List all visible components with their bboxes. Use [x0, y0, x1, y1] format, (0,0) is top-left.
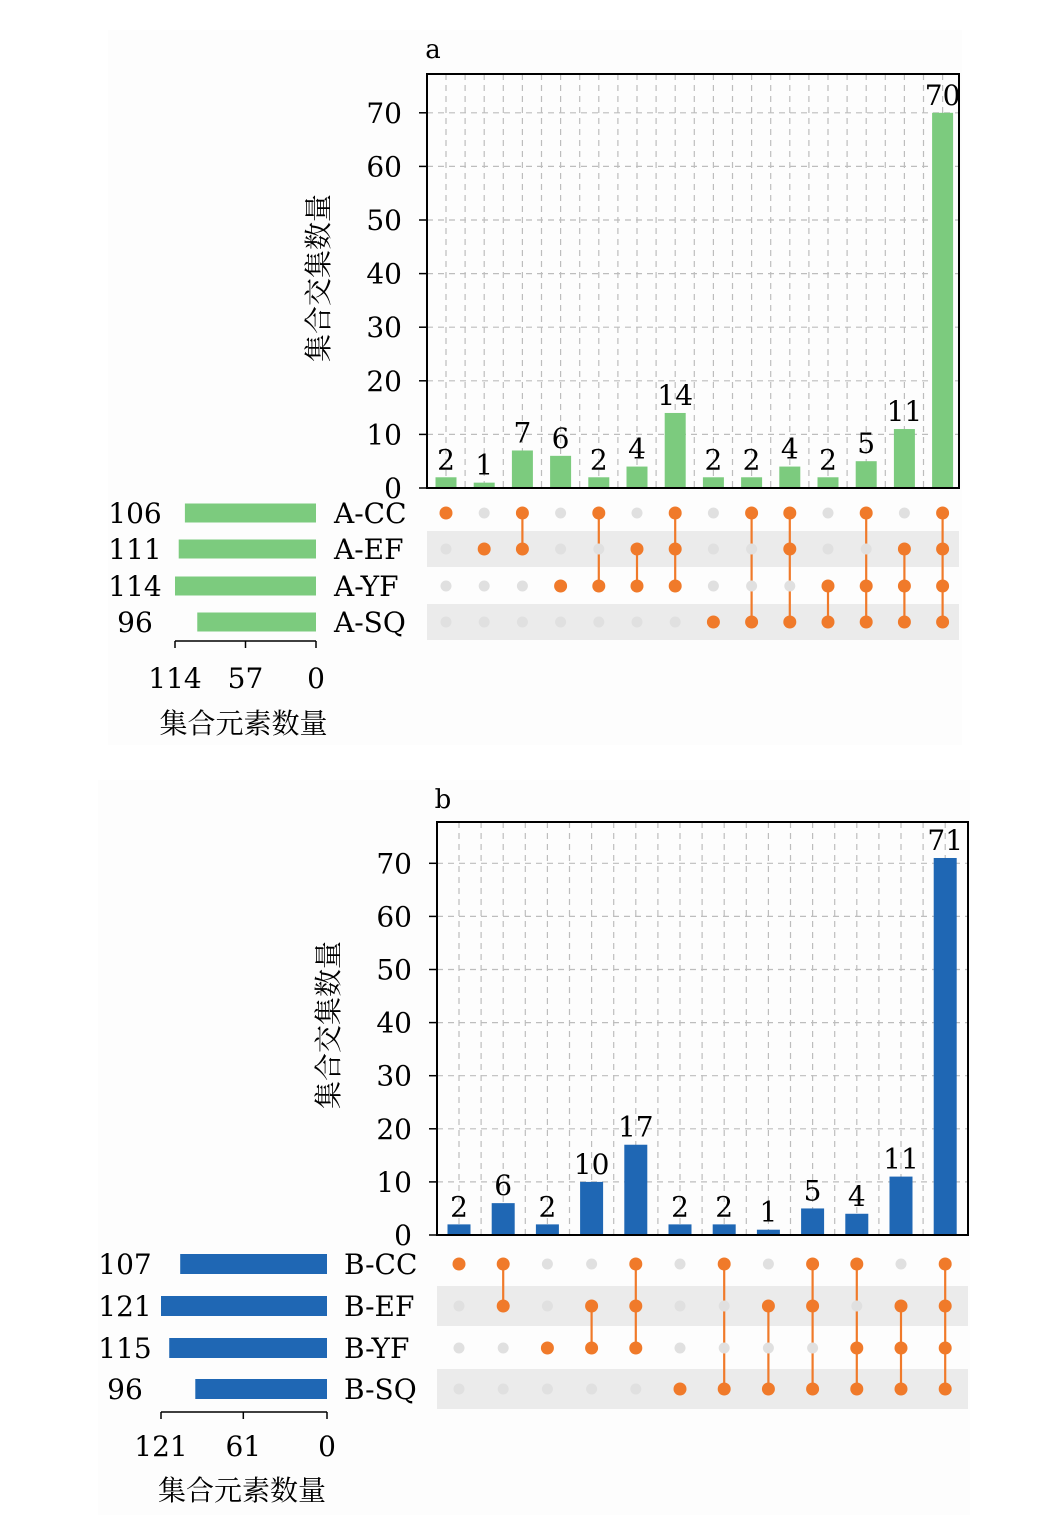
- matrix-dot-inactive: [807, 1343, 818, 1354]
- matrix-dot-active: [762, 1300, 775, 1313]
- intersection-value-label: 11: [886, 395, 923, 429]
- intersection-value-label: 1: [475, 448, 494, 482]
- matrix-dot-inactive: [899, 508, 910, 519]
- matrix-dot-inactive: [719, 1301, 730, 1312]
- set-name-label: A-EF: [334, 533, 404, 566]
- matrix-dot-active: [745, 507, 758, 520]
- intersection-bar: [932, 113, 953, 488]
- matrix-dot-active: [669, 507, 682, 520]
- matrix-dot-inactive: [823, 544, 834, 555]
- intersection-value-label: 14: [657, 378, 694, 412]
- matrix-dot-active: [936, 616, 949, 629]
- intersection-value-label: 5: [803, 1174, 822, 1208]
- matrix-dot-active: [895, 1300, 908, 1313]
- set-size-bar: [179, 540, 316, 559]
- matrix-dot-active: [822, 616, 835, 629]
- matrix-dot-inactive: [632, 617, 643, 628]
- intersection-bar: [713, 1224, 736, 1235]
- matrix-dot-active: [939, 1342, 952, 1355]
- set-size-label: 111: [108, 533, 162, 566]
- matrix-dot-active: [936, 543, 949, 556]
- intersection-bar: [492, 1203, 515, 1235]
- upset-panel-b: [98, 785, 968, 1507]
- intersection-bar: [779, 467, 800, 488]
- set-size-label: 115: [98, 1332, 152, 1365]
- y-tick-label: 50: [366, 204, 402, 237]
- matrix-dot-active: [745, 616, 758, 629]
- set-size-axis-tick-label: 0: [307, 662, 325, 695]
- matrix-dot-inactive: [441, 617, 452, 628]
- intersection-bar: [536, 1224, 559, 1235]
- intersection-bar: [894, 429, 915, 488]
- matrix-dot-inactive: [586, 1384, 597, 1395]
- intersection-bar: [624, 1145, 647, 1235]
- matrix-dot-inactive: [479, 617, 490, 628]
- set-size-bar: [180, 1254, 327, 1274]
- intersection-bar: [845, 1214, 868, 1235]
- intersection-value-label: 70: [924, 78, 961, 112]
- y-tick-label: 0: [394, 1219, 412, 1252]
- intersection-value-label: 2: [742, 443, 761, 477]
- matrix-row-stripe: [437, 1286, 968, 1326]
- matrix-dot-inactive: [746, 581, 757, 592]
- matrix-dot-active: [939, 1258, 952, 1271]
- matrix-dot-inactive: [479, 581, 490, 592]
- matrix-dot-inactive: [542, 1384, 553, 1395]
- matrix-dot-active: [516, 507, 529, 520]
- matrix-dot-inactive: [708, 508, 719, 519]
- y-axis-label: 集合交集数量: [302, 193, 335, 363]
- intersection-bar: [741, 477, 762, 488]
- matrix-dot-active: [497, 1300, 510, 1313]
- matrix-dot-active: [783, 616, 796, 629]
- matrix-dot-active: [516, 543, 529, 556]
- upset-panel-a: [108, 35, 960, 740]
- matrix-dot-active: [860, 616, 873, 629]
- matrix-dot-inactive: [670, 617, 681, 628]
- matrix-dot-inactive: [542, 1259, 553, 1270]
- matrix-dot-inactive: [555, 544, 566, 555]
- matrix-dot-active: [898, 580, 911, 593]
- plot-frame: [427, 74, 959, 488]
- y-tick-label: 0: [384, 472, 402, 505]
- set-size-bar: [175, 577, 316, 596]
- matrix-dot-inactive: [555, 508, 566, 519]
- matrix-dot-active: [554, 580, 567, 593]
- set-size-label: 96: [117, 606, 153, 639]
- intersection-value-label: 2: [437, 443, 455, 477]
- intersection-value-label: 5: [857, 427, 876, 461]
- matrix-dot-active: [936, 580, 949, 593]
- matrix-dot-inactive: [763, 1343, 774, 1354]
- y-tick-label: 30: [366, 311, 402, 345]
- y-tick-label: 40: [366, 257, 402, 291]
- intersection-bar: [588, 477, 609, 488]
- y-tick-label: 40: [376, 1006, 412, 1040]
- intersection-bar: [627, 467, 648, 488]
- matrix-row-stripe: [427, 604, 959, 640]
- intersection-value-label: 7: [513, 416, 532, 450]
- matrix-dot-inactive: [630, 1384, 641, 1395]
- set-size-bar: [195, 1379, 327, 1399]
- intersection-value-label: 6: [551, 421, 570, 455]
- matrix-dot-active: [850, 1342, 863, 1355]
- matrix-dot-inactive: [861, 544, 872, 555]
- matrix-dot-active: [895, 1342, 908, 1355]
- y-tick-label: 60: [376, 900, 412, 934]
- set-size-bar: [169, 1338, 327, 1358]
- matrix-dot-active: [936, 507, 949, 520]
- matrix-dot-inactive: [708, 544, 719, 555]
- intersection-value-label: 6: [494, 1169, 513, 1203]
- intersection-value-label: 4: [780, 432, 799, 466]
- matrix-dot-active: [631, 543, 644, 556]
- intersection-value-label: 2: [704, 443, 723, 477]
- y-tick-label: 70: [366, 96, 402, 130]
- matrix-row-stripe: [427, 531, 959, 567]
- y-axis-label: 集合交集数量: [312, 940, 345, 1110]
- matrix-dot-active: [478, 543, 491, 556]
- y-tick-label: 70: [376, 847, 412, 881]
- matrix-dot-inactive: [454, 1301, 465, 1312]
- matrix-dot-active: [762, 1383, 775, 1396]
- y-tick-label: 10: [366, 418, 402, 452]
- matrix-dot-active: [806, 1300, 819, 1313]
- set-size-label: 121: [98, 1290, 152, 1323]
- matrix-dot-inactive: [675, 1343, 686, 1354]
- matrix-dot-active: [669, 580, 682, 593]
- matrix-dot-inactive: [498, 1384, 509, 1395]
- matrix-dot-active: [850, 1258, 863, 1271]
- matrix-dot-inactive: [479, 508, 490, 519]
- set-name-label: B-CC: [344, 1248, 418, 1281]
- set-size-label: 106: [108, 497, 162, 530]
- intersection-bar: [448, 1224, 471, 1235]
- matrix-dot-active: [806, 1383, 819, 1396]
- matrix-dot-inactive: [708, 581, 719, 592]
- panel-label: b: [434, 785, 452, 815]
- matrix-dot-active: [629, 1300, 642, 1313]
- matrix-dot-inactive: [517, 581, 528, 592]
- matrix-dot-active: [895, 1383, 908, 1396]
- matrix-dot-active: [629, 1258, 642, 1271]
- set-size-axis-tick-label: 121: [134, 1430, 188, 1463]
- matrix-dot-inactive: [593, 544, 604, 555]
- matrix-dot-active: [860, 507, 873, 520]
- intersection-bar: [580, 1182, 603, 1235]
- set-size-axis-tick-label: 0: [318, 1430, 336, 1463]
- matrix-dot-active: [850, 1383, 863, 1396]
- intersection-value-label: 4: [628, 432, 646, 466]
- intersection-bar: [818, 477, 839, 488]
- matrix-dot-inactive: [675, 1259, 686, 1270]
- matrix-dot-active: [497, 1258, 510, 1271]
- matrix-dot-active: [674, 1383, 687, 1396]
- matrix-dot-active: [585, 1300, 598, 1313]
- matrix-dot-inactive: [632, 508, 643, 519]
- matrix-dot-active: [898, 543, 911, 556]
- intersection-bar: [703, 477, 724, 488]
- matrix-row-stripe: [437, 1369, 968, 1409]
- set-size-axis-label: 集合元素数量: [159, 707, 328, 740]
- matrix-dot-active: [860, 580, 873, 593]
- matrix-dot-inactive: [454, 1343, 465, 1354]
- matrix-dot-active: [669, 543, 682, 556]
- matrix-dot-active: [541, 1342, 554, 1355]
- matrix-dot-active: [585, 1342, 598, 1355]
- set-size-label: 107: [98, 1248, 152, 1281]
- intersection-value-label: 4: [847, 1179, 866, 1213]
- matrix-dot-inactive: [517, 617, 528, 628]
- intersection-bar: [512, 450, 533, 488]
- matrix-dot-inactive: [498, 1343, 509, 1354]
- matrix-dot-inactive: [746, 544, 757, 555]
- matrix-dot-inactive: [555, 617, 566, 628]
- set-size-axis-label: 集合元素数量: [157, 1474, 327, 1507]
- intersection-value-label: 1: [759, 1195, 778, 1229]
- set-size-label: 96: [107, 1373, 143, 1406]
- intersection-bar: [550, 456, 571, 488]
- matrix-dot-active: [718, 1258, 731, 1271]
- set-size-bar: [197, 613, 316, 632]
- intersection-bar: [890, 1177, 913, 1235]
- set-size-axis-tick-label: 61: [225, 1430, 262, 1463]
- matrix-dot-active: [707, 616, 720, 629]
- matrix-dot-inactive: [586, 1259, 597, 1270]
- panel-label: a: [425, 35, 441, 65]
- matrix-dot-active: [440, 507, 453, 520]
- set-size-axis-tick-label: 114: [148, 662, 202, 695]
- matrix-dot-active: [453, 1258, 466, 1271]
- set-name-label: B-YF: [344, 1332, 410, 1365]
- matrix-dot-active: [592, 580, 605, 593]
- intersection-value-label: 2: [671, 1190, 689, 1224]
- matrix-dot-active: [783, 543, 796, 556]
- set-name-label: A-YF: [334, 570, 399, 603]
- intersection-bar: [665, 413, 686, 488]
- y-tick-label: 30: [376, 1059, 412, 1093]
- set-size-bar: [185, 504, 316, 523]
- matrix-dot-inactive: [593, 617, 604, 628]
- matrix-dot-inactive: [441, 581, 452, 592]
- y-tick-label: 50: [376, 953, 412, 987]
- matrix-dot-active: [631, 580, 644, 593]
- set-name-label: A-CC: [334, 497, 407, 530]
- matrix-dot-inactive: [823, 508, 834, 519]
- intersection-value-label: 2: [538, 1190, 557, 1224]
- matrix-dot-active: [806, 1258, 819, 1271]
- matrix-dot-inactive: [454, 1384, 465, 1395]
- y-tick-label: 20: [376, 1112, 412, 1146]
- intersection-value-label: 17: [617, 1110, 654, 1144]
- matrix-dot-inactive: [896, 1259, 907, 1270]
- y-tick-label: 10: [376, 1165, 412, 1199]
- matrix-dot-inactive: [542, 1301, 553, 1312]
- intersection-bar: [856, 461, 877, 488]
- matrix-dot-active: [592, 507, 605, 520]
- intersection-bar: [934, 858, 957, 1235]
- matrix-dot-active: [629, 1342, 642, 1355]
- set-size-axis-tick-label: 57: [227, 662, 264, 695]
- intersection-value-label: 71: [927, 823, 964, 857]
- matrix-dot-inactive: [784, 581, 795, 592]
- y-tick-label: 20: [366, 364, 402, 398]
- intersection-bar: [669, 1224, 692, 1235]
- matrix-dot-inactive: [763, 1259, 774, 1270]
- intersection-value-label: 2: [819, 443, 837, 477]
- set-size-bar: [161, 1296, 327, 1316]
- matrix-dot-inactive: [851, 1301, 862, 1312]
- set-name-label: B-SQ: [344, 1373, 417, 1406]
- intersection-value-label: 2: [450, 1190, 468, 1224]
- intersection-value-label: 2: [589, 443, 608, 477]
- matrix-dot-active: [783, 507, 796, 520]
- y-tick-label: 60: [366, 150, 402, 184]
- intersection-bar: [801, 1208, 824, 1235]
- intersection-value-label: 11: [883, 1142, 919, 1176]
- intersection-value-label: 2: [715, 1190, 734, 1224]
- set-name-label: B-EF: [344, 1290, 415, 1323]
- matrix-dot-active: [898, 616, 911, 629]
- matrix-dot-inactive: [675, 1301, 686, 1312]
- intersection-value-label: 10: [573, 1147, 610, 1181]
- matrix-dot-active: [822, 580, 835, 593]
- set-name-label: A-SQ: [334, 606, 406, 639]
- matrix-dot-inactive: [441, 544, 452, 555]
- intersection-bar: [436, 477, 457, 488]
- set-size-label: 114: [108, 570, 162, 603]
- matrix-dot-inactive: [719, 1343, 730, 1354]
- matrix-dot-active: [939, 1383, 952, 1396]
- matrix-dot-active: [939, 1300, 952, 1313]
- matrix-dot-active: [718, 1383, 731, 1396]
